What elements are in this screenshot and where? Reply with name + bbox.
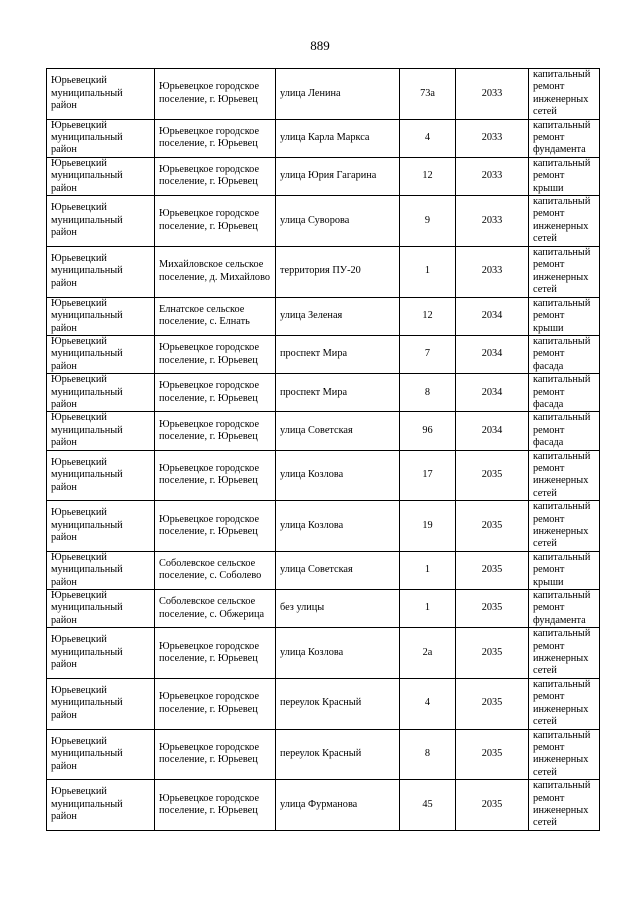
settlement-cell: Юрьевецкое городское поселение, г. Юрьевец [155, 780, 276, 831]
table-row [47, 590, 600, 628]
year-cell: 2035 [456, 551, 529, 589]
table-row [47, 551, 600, 589]
settlement-cell: Михайловское сельское поселение, д. Михайлово [155, 246, 276, 297]
settlement-cell: Юрьевецкое городское поселение, г. Юрьевец [155, 501, 276, 552]
work-type-cell: капитальный ремонт инженерных сетей [529, 729, 600, 780]
house-number-cell: 8 [400, 374, 456, 412]
table-row [47, 501, 600, 552]
house-number-cell: 12 [400, 157, 456, 195]
street-cell: улица Советская [276, 551, 400, 589]
street-cell: проспект Мира [276, 374, 400, 412]
street-cell: улица Ленина [276, 69, 400, 120]
table-row [47, 335, 600, 373]
settlement-cell: Юрьевецкое городское поселение, г. Юрьевец [155, 729, 276, 780]
year-cell: 2034 [456, 412, 529, 450]
district-cell: Юрьевецкий муниципальный район [47, 729, 155, 780]
street-cell: улица Козлова [276, 628, 400, 679]
table-row [47, 450, 600, 501]
repair-schedule-table [46, 68, 600, 831]
settlement-cell: Соболевское сельское поселение, с. Обжерица [155, 590, 276, 628]
work-type-cell: капитальный ремонт инженерных сетей [529, 628, 600, 679]
street-cell: территория ПУ-20 [276, 246, 400, 297]
street-cell: улица Юрия Гагарина [276, 157, 400, 195]
settlement-cell: Юрьевецкое городское поселение, г. Юрьевец [155, 412, 276, 450]
year-cell: 2035 [456, 450, 529, 501]
settlement-cell: Юрьевецкое городское поселение, г. Юрьевец [155, 335, 276, 373]
table-row [47, 628, 600, 679]
street-cell: улица Козлова [276, 501, 400, 552]
work-type-cell: капитальный ремонт крыши [529, 297, 600, 335]
settlement-cell: Юрьевецкое городское поселение, г. Юрьевец [155, 69, 276, 120]
district-cell: Юрьевецкий муниципальный район [47, 335, 155, 373]
house-number-cell: 73а [400, 69, 456, 120]
year-cell: 2033 [456, 69, 529, 120]
year-cell: 2035 [456, 590, 529, 628]
street-cell: улица Фурманова [276, 780, 400, 831]
work-type-cell: капитальный ремонт инженерных сетей [529, 69, 600, 120]
year-cell: 2033 [456, 196, 529, 247]
table-row [47, 69, 600, 120]
year-cell: 2034 [456, 335, 529, 373]
house-number-cell: 2а [400, 628, 456, 679]
house-number-cell: 4 [400, 678, 456, 729]
work-type-cell: капитальный ремонт фундамента [529, 590, 600, 628]
district-cell: Юрьевецкий муниципальный район [47, 590, 155, 628]
street-cell: проспект Мира [276, 335, 400, 373]
work-type-cell: капитальный ремонт инженерных сетей [529, 450, 600, 501]
house-number-cell: 8 [400, 729, 456, 780]
street-cell: улица Суворова [276, 196, 400, 247]
table-row [47, 297, 600, 335]
year-cell: 2033 [456, 119, 529, 157]
table-row [47, 780, 600, 831]
district-cell: Юрьевецкий муниципальный район [47, 501, 155, 552]
district-cell: Юрьевецкий муниципальный район [47, 196, 155, 247]
year-cell: 2035 [456, 678, 529, 729]
settlement-cell: Юрьевецкое городское поселение, г. Юрьевец [155, 374, 276, 412]
house-number-cell: 4 [400, 119, 456, 157]
table-row [47, 119, 600, 157]
house-number-cell: 17 [400, 450, 456, 501]
work-type-cell: капитальный ремонт крыши [529, 551, 600, 589]
district-cell: Юрьевецкий муниципальный район [47, 780, 155, 831]
table-row [47, 157, 600, 195]
year-cell: 2033 [456, 246, 529, 297]
district-cell: Юрьевецкий муниципальный район [47, 628, 155, 679]
table-row [47, 246, 600, 297]
street-cell: улица Карла Маркса [276, 119, 400, 157]
house-number-cell: 12 [400, 297, 456, 335]
table-row [47, 374, 600, 412]
street-cell: улица Советская [276, 412, 400, 450]
district-cell: Юрьевецкий муниципальный район [47, 412, 155, 450]
district-cell: Юрьевецкий муниципальный район [47, 69, 155, 120]
work-type-cell: капитальный ремонт крыши [529, 157, 600, 195]
work-type-cell: капитальный ремонт инженерных сетей [529, 246, 600, 297]
district-cell: Юрьевецкий муниципальный район [47, 374, 155, 412]
district-cell: Юрьевецкий муниципальный район [47, 157, 155, 195]
street-cell: переулок Красный [276, 729, 400, 780]
house-number-cell: 7 [400, 335, 456, 373]
work-type-cell: капитальный ремонт инженерных сетей [529, 780, 600, 831]
year-cell: 2035 [456, 628, 529, 679]
house-number-cell: 96 [400, 412, 456, 450]
year-cell: 2034 [456, 374, 529, 412]
settlement-cell: Юрьевецкое городское поселение, г. Юрьевец [155, 157, 276, 195]
table-row [47, 412, 600, 450]
street-cell: переулок Красный [276, 678, 400, 729]
work-type-cell: капитальный ремонт инженерных сетей [529, 501, 600, 552]
work-type-cell: капитальный ремонт фасада [529, 374, 600, 412]
house-number-cell: 1 [400, 551, 456, 589]
street-cell: улица Зеленая [276, 297, 400, 335]
year-cell: 2035 [456, 501, 529, 552]
street-cell: без улицы [276, 590, 400, 628]
house-number-cell: 19 [400, 501, 456, 552]
district-cell: Юрьевецкий муниципальный район [47, 551, 155, 589]
house-number-cell: 1 [400, 246, 456, 297]
street-cell: улица Козлова [276, 450, 400, 501]
district-cell: Юрьевецкий муниципальный район [47, 297, 155, 335]
page-number: 889 [310, 38, 330, 53]
settlement-cell: Юрьевецкое городское поселение, г. Юрьевец [155, 678, 276, 729]
settlement-cell: Елнатское сельское поселение, с. Елнать [155, 297, 276, 335]
table-row [47, 729, 600, 780]
settlement-cell: Юрьевецкое городское поселение, г. Юрьевец [155, 196, 276, 247]
settlement-cell: Юрьевецкое городское поселение, г. Юрьевец [155, 119, 276, 157]
house-number-cell: 9 [400, 196, 456, 247]
table-body [47, 69, 600, 831]
work-type-cell: капитальный ремонт фасада [529, 335, 600, 373]
table-row [47, 678, 600, 729]
work-type-cell: капитальный ремонт инженерных сетей [529, 678, 600, 729]
settlement-cell: Юрьевецкое городское поселение, г. Юрьевец [155, 450, 276, 501]
settlement-cell: Соболевское сельское поселение, с. Соболево [155, 551, 276, 589]
year-cell: 2033 [456, 157, 529, 195]
work-type-cell: капитальный ремонт инженерных сетей [529, 196, 600, 247]
district-cell: Юрьевецкий муниципальный район [47, 678, 155, 729]
settlement-cell: Юрьевецкое городское поселение, г. Юрьевец [155, 628, 276, 679]
house-number-cell: 45 [400, 780, 456, 831]
work-type-cell: капитальный ремонт фундамента [529, 119, 600, 157]
district-cell: Юрьевецкий муниципальный район [47, 450, 155, 501]
year-cell: 2034 [456, 297, 529, 335]
year-cell: 2035 [456, 780, 529, 831]
work-type-cell: капитальный ремонт фасада [529, 412, 600, 450]
house-number-cell: 1 [400, 590, 456, 628]
table-row [47, 196, 600, 247]
year-cell: 2035 [456, 729, 529, 780]
district-cell: Юрьевецкий муниципальный район [47, 119, 155, 157]
district-cell: Юрьевецкий муниципальный район [47, 246, 155, 297]
